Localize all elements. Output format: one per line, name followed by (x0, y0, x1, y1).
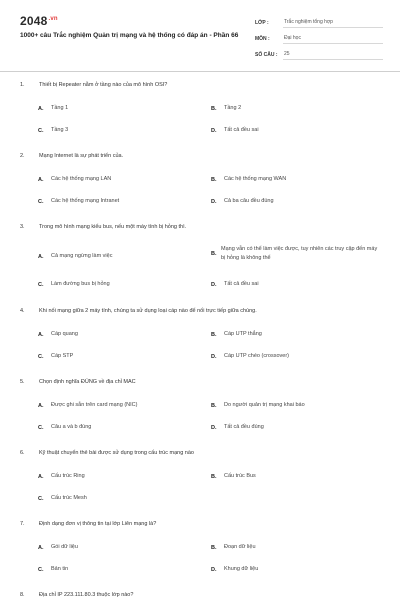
option-d[interactable]: D. Cả ba câu đều đúng (211, 198, 274, 205)
option-d[interactable]: D. Tất cả đều sai (211, 127, 259, 134)
question-text: 1. Thiết bị Repeater nằm ở tầng nào của mô hình OSI? (20, 82, 168, 88)
option-c[interactable]: C. Cáp STP (38, 353, 74, 360)
question-text: 5. Chọn định nghĩa ĐÚNG về địa chỉ MAC (20, 379, 136, 385)
meta-label: SỐ CÂU : (255, 52, 278, 58)
option-d[interactable]: D. Cáp UTP chéo (crossover) (211, 353, 290, 360)
header-divider (0, 71, 400, 72)
option-c[interactable]: C. Làm đường bus bị hỏng (38, 281, 110, 288)
meta-subject (255, 30, 383, 44)
option-a[interactable]: A. Cả mạng ngừng làm việc (38, 253, 113, 260)
meta-count (255, 46, 383, 60)
option-b[interactable]: B. Cấu trúc Bus (211, 473, 256, 480)
option-a[interactable]: A. Cấu trúc Ring (38, 473, 85, 480)
option-a[interactable]: A. Các hệ thống mạng LAN (38, 176, 112, 183)
question-text: 4. Khi nối mạng giữa 2 máy tính, chúng ta sử dụng loại cáp nào để nối trực tiếp giữa chúng. (20, 308, 257, 314)
question-text: 7. Định dạng đơn vị thông tin tại lớp Liên mạng là? (20, 521, 157, 527)
meta-label: MÔN : (255, 36, 270, 42)
option-d[interactable]: D. Khung dữ liệu (211, 566, 259, 573)
option-b[interactable]: B. Đoạn dữ liệu (211, 544, 256, 551)
option-c[interactable]: C. Bản tin (38, 566, 69, 573)
option-a[interactable]: A. Gói dữ liệu (38, 544, 78, 551)
option-d[interactable]: D. Tất cả đều sai (211, 281, 259, 288)
option-b[interactable]: B. Tầng 2 (211, 105, 242, 112)
page-header (0, 0, 400, 70)
question-text: 8. Địa chỉ IP 223.111.80.3 thuộc lớp nào? (20, 592, 134, 598)
option-c[interactable]: C. Câu a và b đúng (38, 424, 92, 431)
option-c[interactable]: C. Cấu trúc Mesh (38, 495, 87, 502)
meta-label: LỚP : (255, 20, 269, 26)
option-b[interactable]: B. Các hệ thống mạng WAN (211, 176, 287, 183)
meta-value: Trắc nghiệm tổng hợp (283, 19, 383, 28)
meta-value: 25 (283, 51, 383, 60)
meta-value: Đại học (283, 35, 383, 44)
option-a[interactable]: A. Cáp quang (38, 331, 78, 338)
option-b[interactable]: B. Mạng vẫn có thể làm việc được, tuy nhiên các truy cập đến máy bị hỏng là không thể (211, 246, 378, 261)
question-text: 2. Mạng Internet là sự phát triển của. (20, 153, 124, 159)
option-b[interactable]: B. Do người quản trị mạng khai báo (211, 402, 305, 409)
site-logo[interactable]: $2048^{.vn}$ (20, 14, 58, 28)
option-a[interactable]: A. Tầng 1 (38, 105, 69, 112)
question-text: 6. Kỹ thuật chuyển thẻ bài được sử dụng trong cấu trúc mạng nào (20, 450, 194, 456)
option-a[interactable]: A. Được ghi sẵn trên card mạng (NIC) (38, 402, 138, 409)
option-b[interactable]: B. Cáp UTP thẳng (211, 331, 262, 338)
page-title: 1000+ câu Trắc nghiệm Quản trị mạng và hệ thống có đáp án - Phần 66 (20, 32, 239, 39)
option-d[interactable]: D. Tất cả đều đúng (211, 424, 264, 431)
option-c[interactable]: C. Các hệ thống mạng Intranet (38, 198, 120, 205)
meta-class (255, 14, 383, 28)
option-c[interactable]: C. Tầng 3 (38, 127, 69, 134)
question-text: 3. Trong mô hình mạng kiểu bus, nếu một máy tính bị hỏng thì. (20, 224, 187, 230)
